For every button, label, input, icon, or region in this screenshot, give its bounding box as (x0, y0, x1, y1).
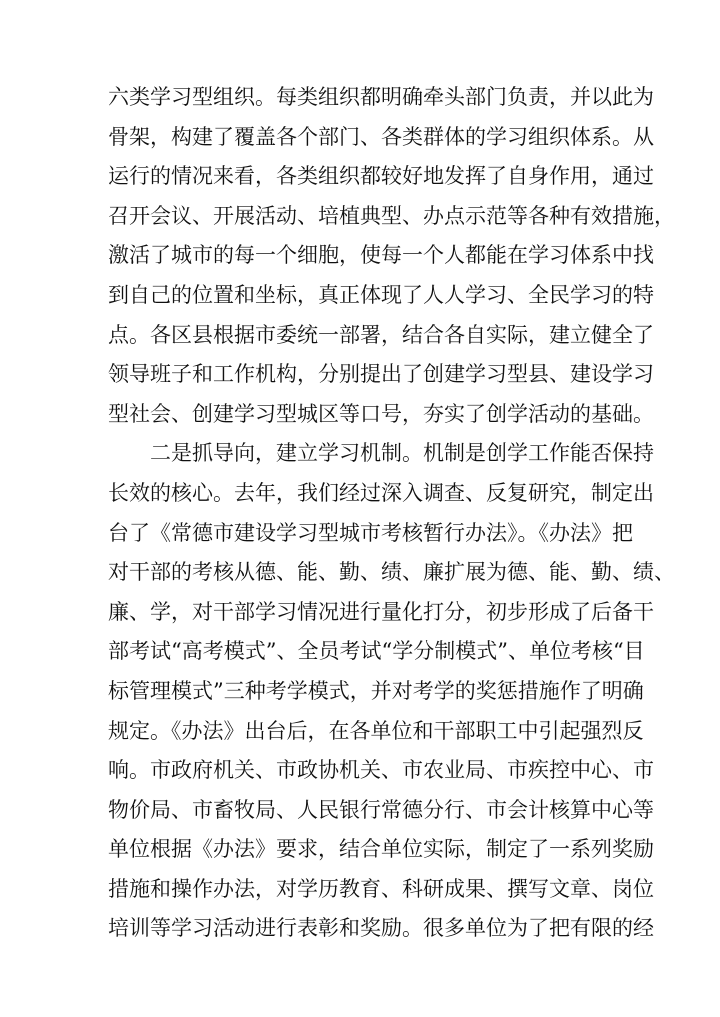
text-line: 点。各区县根据市委统一部署，结合各自实际，建立健全了 (108, 322, 654, 347)
text-line: 廉、学，对干部学习情况进行量化打分，初步形成了后备干 (108, 599, 654, 624)
body-text (108, 78, 675, 949)
text-line: 台了《常德市建设学习型城市考核暂行办法》。《办法》把 (108, 520, 633, 545)
text-line: 六类学习型组织。每类组织都明确牵头部门负责，并以此为 (108, 85, 654, 109)
text-line: 到自己的位置和坐标，真正体现了人人学习、全民学习的特 (108, 282, 654, 307)
text-line: 长效的核心。去年，我们经过深入调查、反复研究，制定出 (108, 480, 654, 505)
text-line: 部考试“高考模式”、全员考试“学分制模式”、单位考核“目 (108, 639, 645, 664)
text-line: 措施和操作办法，对学历教育、科研成果、撰写文章、岗位 (108, 876, 654, 901)
text-line: 骨架，构建了覆盖各个部门、各类群体的学习组织体系。从 (108, 124, 654, 149)
text-line: 单位根据《办法》要求，结合单位实际，制定了一系列奖励 (108, 837, 654, 862)
text-line: 激活了城市的每一个细胞，使每一个人都能在学习体系中找 (108, 243, 654, 268)
text-line: 标管理模式”三种考学模式，并对考学的奖惩措施作了明确 (108, 678, 644, 703)
text-line: 型社会、创建学习型城区等口号，夯实了创学活动的基础。 (108, 401, 654, 426)
text-line: 培训等学习活动进行表彰和奖励。很多单位为了把有限的经 (108, 916, 654, 941)
text-line: 运行的情况来看，各类组织都较好地发挥了自身作用，通过 (108, 164, 654, 189)
text-line: 对干部的考核从德、能、勤、绩、廉扩展为德、能、勤、绩、 (108, 560, 675, 585)
text-line: 物价局、市畜牧局、人民银行常德分行、市会计核算中心等 (108, 797, 654, 822)
text-line: 二是抓导向，建立学习机制。机制是创学工作能否保持 (108, 441, 654, 466)
text-line: 响。市政府机关、市政协机关、市农业局、市疾控中心、市 (108, 758, 654, 783)
text-line: 领导班子和工作机构，分别提出了创建学习型县、建设学习 (108, 362, 654, 387)
text-line: 规定。《办法》出台后，在各单位和干部职工中引起强烈反 (108, 718, 644, 743)
text-line: 召开会议、开展活动、培植典型、办点示范等各种有效措施， (108, 203, 675, 228)
